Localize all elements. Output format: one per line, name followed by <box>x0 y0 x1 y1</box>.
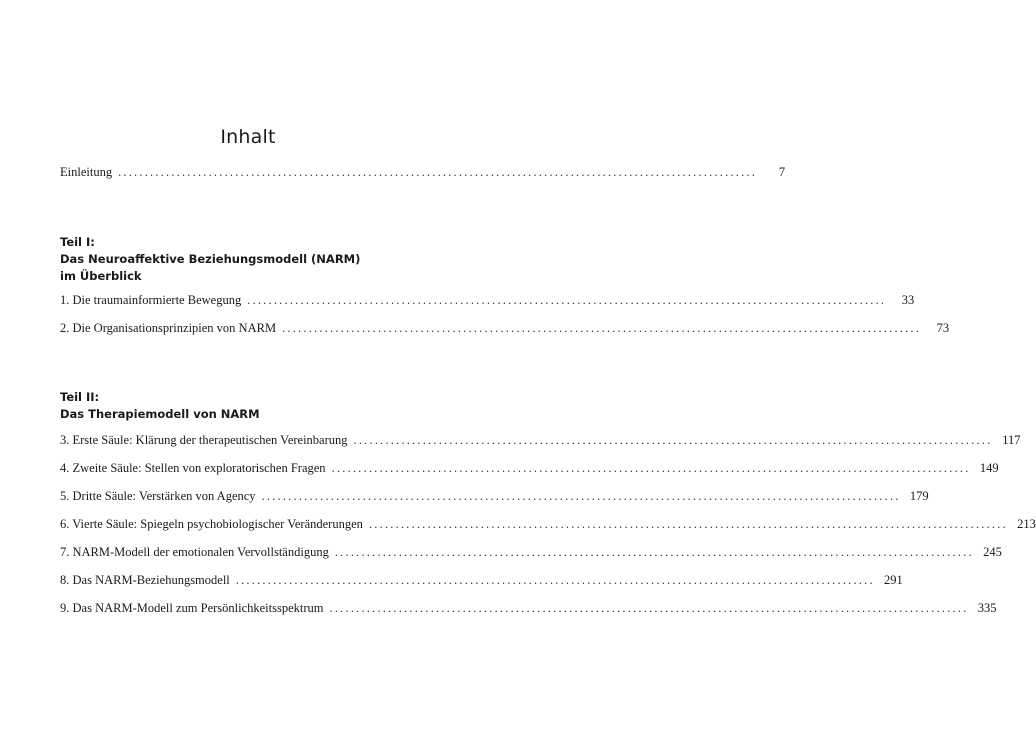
toc-page-number: 179 <box>909 489 929 503</box>
toc-entry[interactable] <box>60 545 1002 561</box>
part-heading-line: Das Neuroaffektive Beziehungsmodell (NARM) <box>60 252 361 266</box>
part-heading-line: im Überblick <box>60 269 142 283</box>
toc-entry-label: 1. Die traumainformierte Bewegung <box>60 293 242 307</box>
toc-page-number: 213 <box>1017 517 1036 531</box>
part-heading-line: Teil II: <box>60 390 100 404</box>
toc-entry-label: Einleitung <box>60 165 113 179</box>
toc-page-number: 7 <box>778 165 786 179</box>
toc-page-number: 291 <box>884 573 903 587</box>
dot-leader: ........................................................................................................................ <box>247 293 887 307</box>
dot-leader: ........................................................................................................................ <box>329 601 969 615</box>
part-heading-2 <box>60 389 260 423</box>
part-heading-1 <box>60 234 360 285</box>
toc-entry[interactable] <box>60 293 915 309</box>
dot-leader: ........................................................................................................................ <box>118 165 758 179</box>
toc-entry-label: 3. Erste Säule: Klärung der therapeutischen Vereinbarung <box>60 433 348 447</box>
toc-entry-label: 6. Vierte Säule: Spiegeln psychobiologischer Veränderungen <box>60 517 363 531</box>
dot-leader: ........................................................................................................................ <box>331 461 971 475</box>
toc-page-number: 117 <box>1002 433 1021 447</box>
toc-entry[interactable] <box>60 489 929 505</box>
dot-leader: ........................................................................................................................ <box>235 573 875 587</box>
toc-entry[interactable] <box>60 517 1036 533</box>
toc-page-number: 73 <box>936 321 950 335</box>
toc-page-number: 245 <box>983 545 1002 559</box>
toc-entry-label: 2. Die Organisationsprinzipien von NARM <box>60 321 277 335</box>
toc-page-number: 149 <box>979 461 999 475</box>
toc-entry[interactable] <box>60 433 1021 449</box>
toc-entry[interactable] <box>60 321 950 337</box>
toc-entry-label: 7. NARM-Modell der emotionalen Vervollständigung <box>60 545 329 559</box>
dot-leader: ........................................................................................................................ <box>261 489 901 503</box>
dot-leader: ........................................................................................................................ <box>353 433 993 447</box>
toc-entry[interactable] <box>60 601 997 617</box>
part-heading-line: Das Therapiemodell von NARM <box>60 407 260 421</box>
toc-page-number: 33 <box>901 293 915 307</box>
toc-entry[interactable] <box>60 573 903 589</box>
dot-leader: ........................................................................................................................ <box>282 321 922 335</box>
toc-entry[interactable] <box>60 461 999 477</box>
toc-page-number: 335 <box>977 601 997 615</box>
toc-entry-label: 5. Dritte Säule: Verstärken von Agency <box>60 489 256 503</box>
toc-entry-label: 4. Zweite Säule: Stellen von exploratorischen Fragen <box>60 461 326 475</box>
dot-leader: ........................................................................................................................ <box>334 545 974 559</box>
toc-entry-introduction[interactable] <box>60 165 786 181</box>
toc-entry-label: 8. Das NARM-Beziehungsmodell <box>60 573 230 587</box>
page-title: Inhalt <box>220 126 276 148</box>
dot-leader: ........................................................................................................................ <box>368 517 1008 531</box>
part-heading-line: Teil I: <box>60 235 95 249</box>
toc-entry-label: 9. Das NARM-Modell zum Persönlichkeitsspektrum <box>60 601 324 615</box>
